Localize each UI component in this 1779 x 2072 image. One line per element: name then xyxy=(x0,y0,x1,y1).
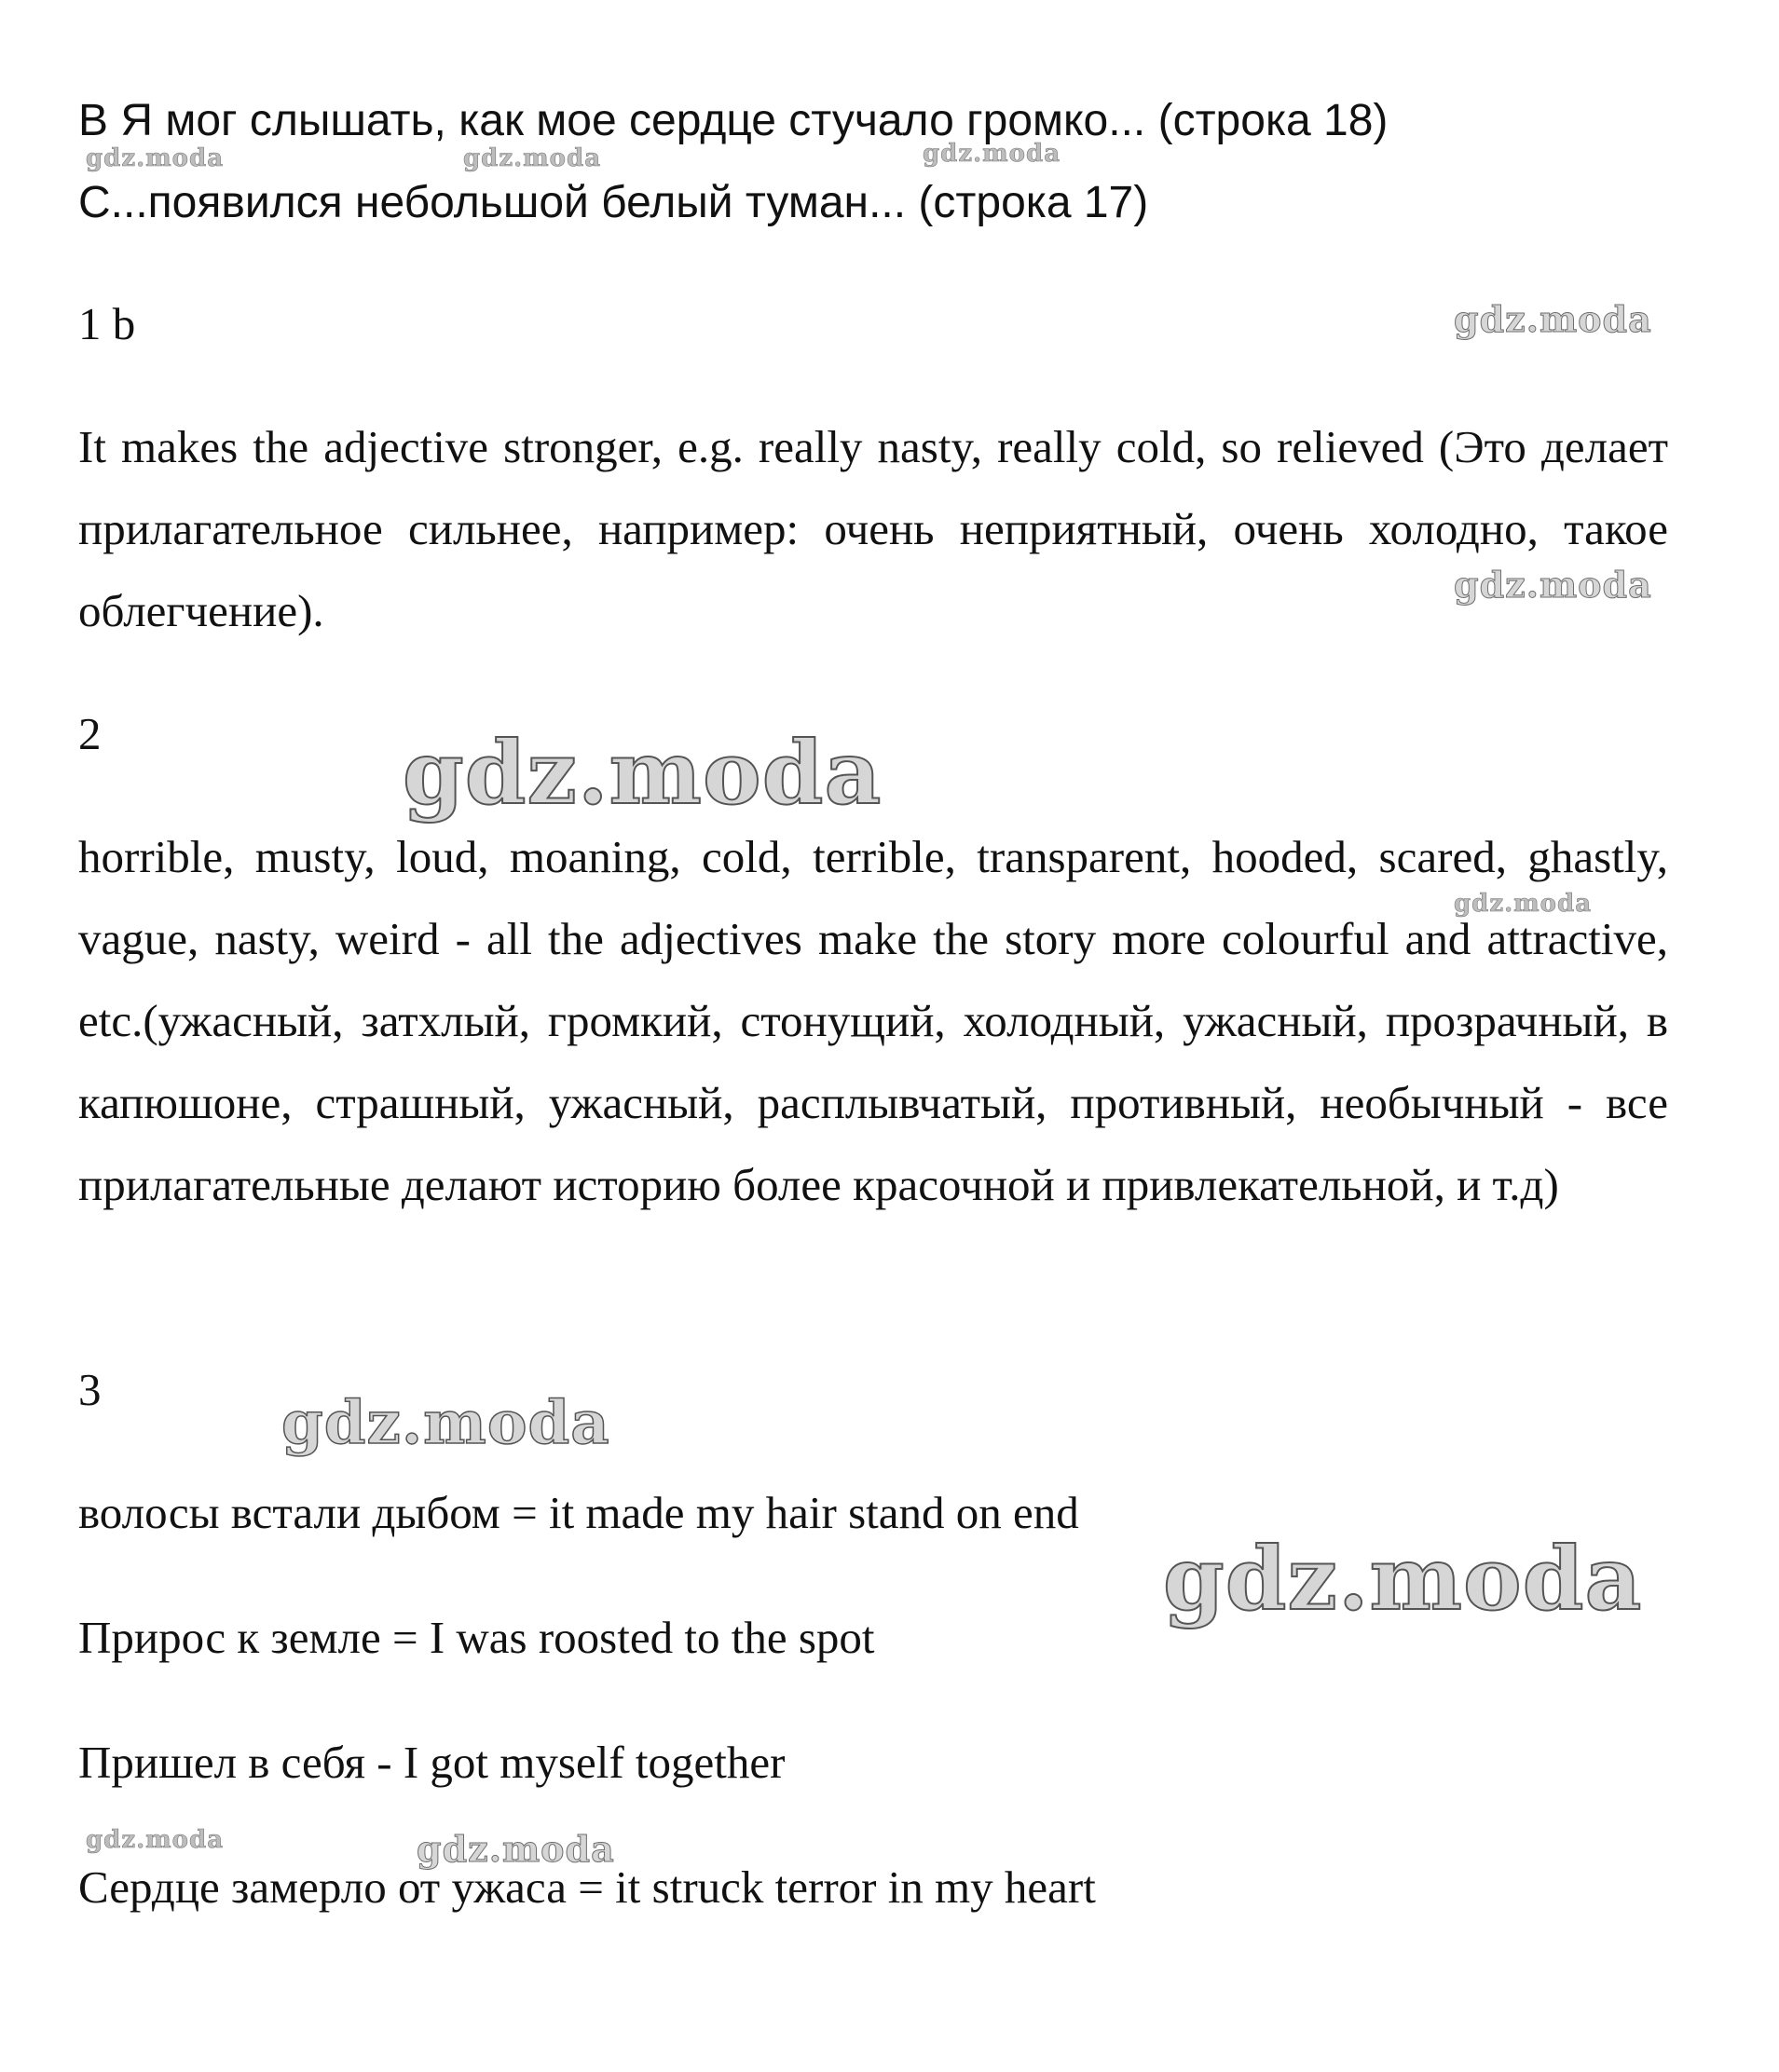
section-heading-2: 2 xyxy=(78,708,102,759)
watermark: gdz.moda xyxy=(1163,1528,1643,1630)
watermark: gdz.moda xyxy=(417,1828,615,1870)
section-heading-3: 3 xyxy=(78,1364,102,1415)
idiom-line-3: Пришел в себя - I got myself together xyxy=(78,1737,786,1788)
paragraph-1b: It makes the adjective stronger, e.g. really nasty, really cold, so relieved (Это делает прилагательное сильнее, например: очень неприятный, очень холодно, такое облегчение). xyxy=(78,421,1668,636)
watermark: gdz.moda xyxy=(281,1388,610,1458)
watermark: gdz.moda xyxy=(86,1826,225,1854)
answer-line-b: В Я мог слышать, как мое сердце стучало громко... (строка 18) xyxy=(78,96,1389,145)
watermark: gdz.moda xyxy=(1454,890,1593,918)
section-heading-1b: 1 b xyxy=(78,298,136,349)
paragraph-2: horrible, musty, loud, moaning, cold, terrible, transparent, hooded, scared, ghastly, vague, nasty, weird - all the adjectives make the story more colourful and attractive, etc.(ужасный, затхлый, громкий, стонущий, холодный, ужасный, прозрачный, в капюшоне, страшный, ужасный, расплывчатый, противный, необычный - все прилагательные делают историю более красочной и привлекательной, и т.д) xyxy=(78,831,1668,1210)
watermark: gdz.moda xyxy=(923,140,1061,168)
watermark: gdz.moda xyxy=(1454,564,1652,606)
idiom-line-4: Сердце замерло от ужаса = it struck terror in my heart xyxy=(78,1861,1096,1913)
idiom-line-1: волосы встали дыбом = it made my hair stand on end xyxy=(78,1487,1079,1538)
watermark: gdz.moda xyxy=(403,722,883,825)
watermark: gdz.moda xyxy=(1454,298,1652,340)
idiom-line-2: Прирос к земле = I was roosted to the spot xyxy=(78,1612,875,1663)
watermark: gdz.moda xyxy=(463,144,602,172)
watermark: gdz.moda xyxy=(86,144,225,172)
answer-line-c: С...появился небольшой белый туман... (строка 17) xyxy=(78,178,1149,227)
